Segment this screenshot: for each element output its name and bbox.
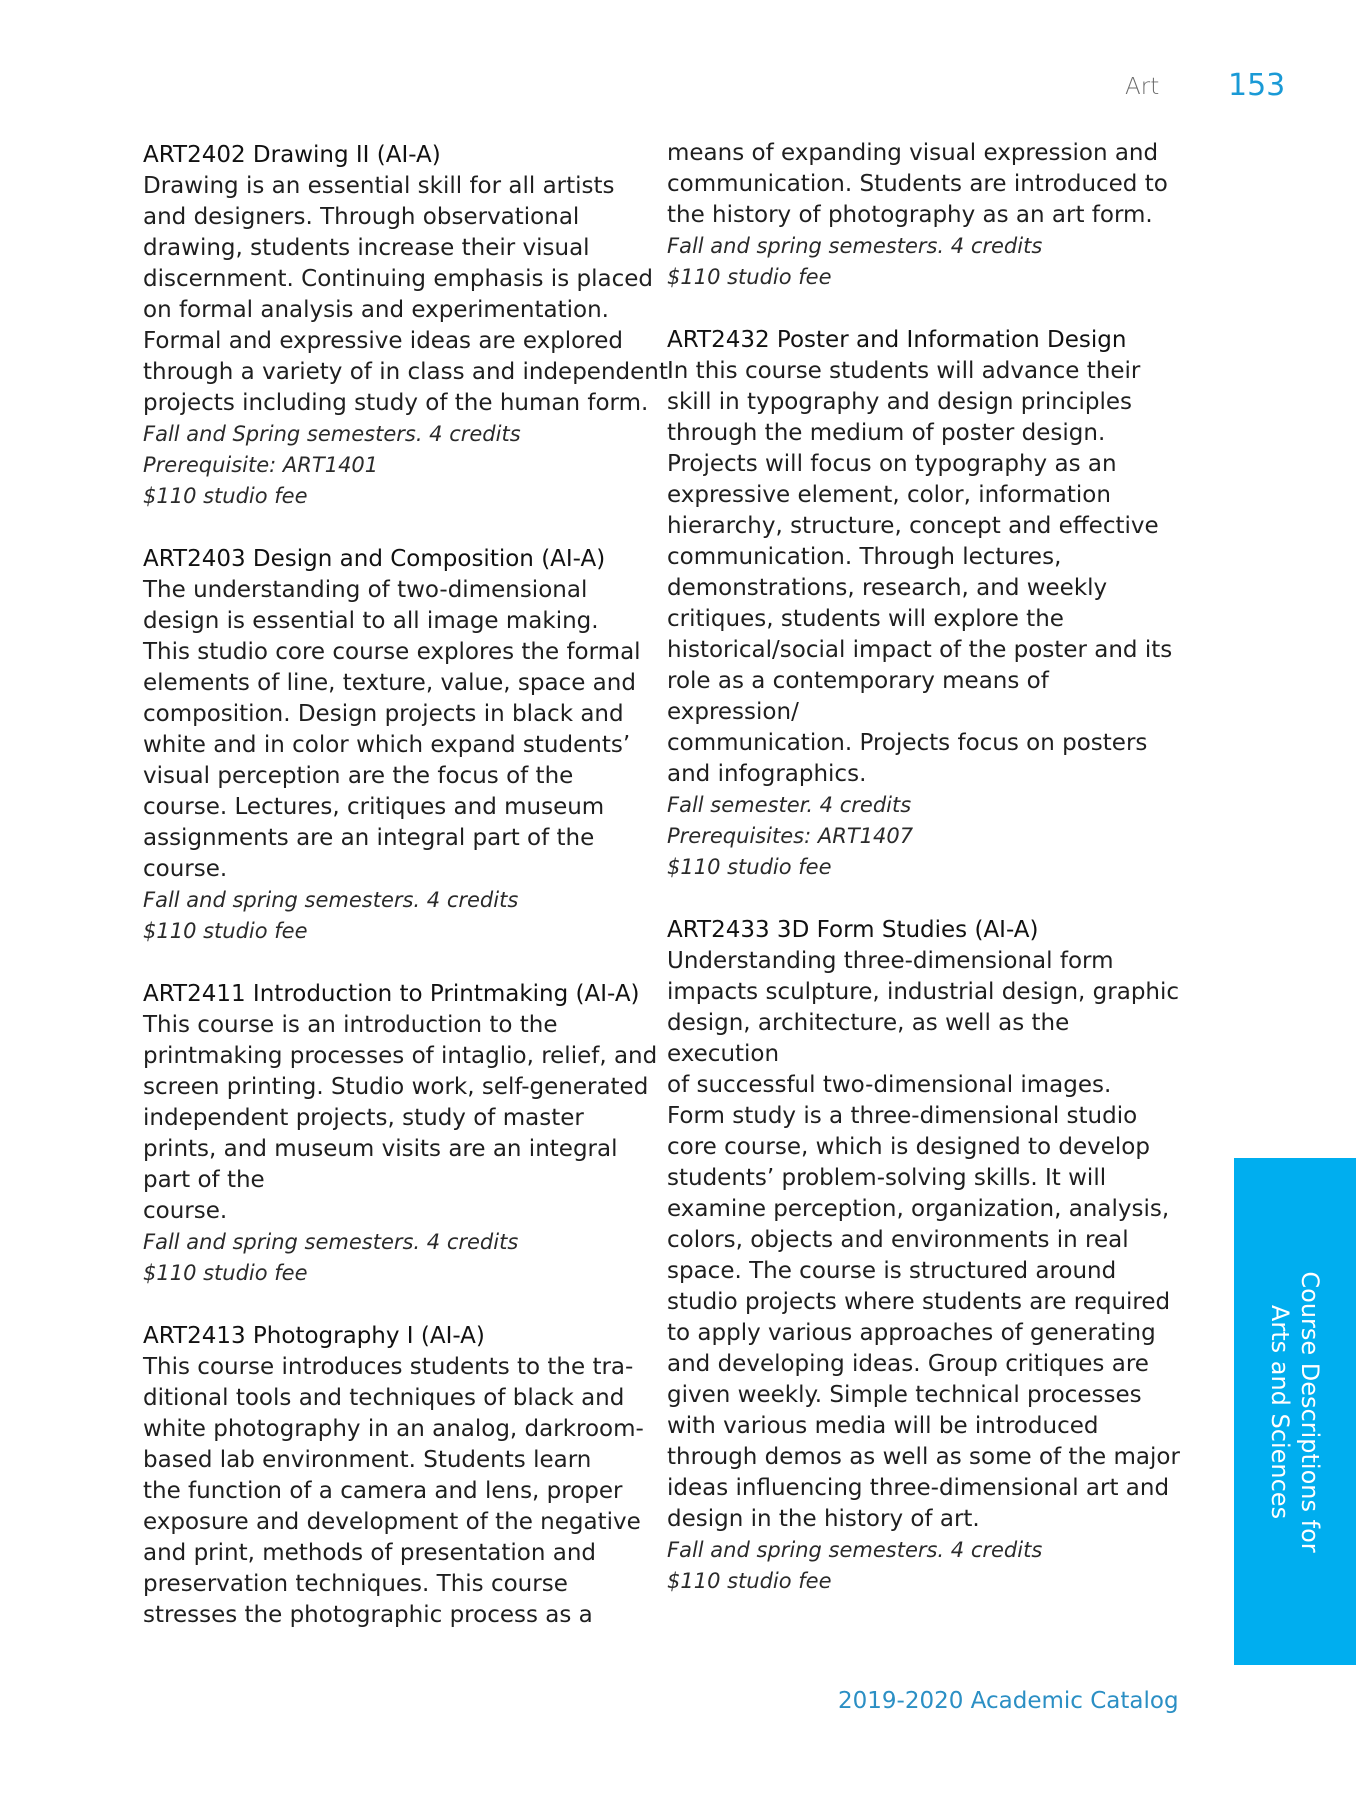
left-column xyxy=(143,140,673,1663)
course-description: The understanding of two-dimensional design is essential to all image making. This studio core course explores the formal elements of line, texture, value, space and composition. Design projects in black and white and in color which expand students’ visual perception are the focus of the course. Lectures, critiques and museum assignments are an integral part of the course. xyxy=(143,577,641,882)
course-semesters: Fall and spring semesters. 4 credits xyxy=(667,1538,1043,1562)
course-description: Understanding three-dimensional form impacts sculpture, industrial design, graphic design, architecture, as well as the execution of successful two-dimensional images. Form study is a three-dimensional studio core course, which is designed to develop students’ problem-solving skills. It will examine perception, organization, analysis, colors, objects and environments in real space. The course is structured around studio projects where students are required to apply various approaches of generating and developing ideas. Group critiques are given weekly. Simple technical processes with various media will be introduced through demos as well as some of the major ideas influencing three-dimensional art and design in the history of art. xyxy=(667,948,1180,1532)
course-semesters: Fall and spring semesters. 4 credits xyxy=(143,1230,519,1254)
course-entry xyxy=(143,1321,673,1631)
course-semesters: Fall and Spring semesters. 4 credits xyxy=(143,422,521,446)
course-prerequisite: Prerequisite: ART1401 xyxy=(143,453,379,477)
course-title: ART2413 Photography I (AI-A) xyxy=(143,1323,485,1349)
course-title: ART2402 Drawing II (AI-A) xyxy=(143,142,441,168)
section-side-tab xyxy=(1234,1158,1356,1665)
course-description: In this course students will advance their skill in typography and design principles through the medium of poster design. Projects will focus on typography as an expressive element, color, information hierarchy, structure, concept and effective communication. Through lectures, demonstrations, research, and weekly critiques, students will explore the historical/social impact of the poster and its role as a contemporary means of expression/ communication. Projects focus on posters and infographics. xyxy=(667,358,1173,787)
course-fee: $110 studio fee xyxy=(143,484,308,508)
course-fee: $110 studio fee xyxy=(667,1569,832,1593)
course-title: ART2403 Design and Composition (AI-A) xyxy=(143,546,606,572)
course-entry xyxy=(667,915,1187,1597)
course-entry xyxy=(143,140,673,512)
course-description: This course introduces students to the tra- ditional tools and techniques of black and white photography in an analog, darkroom- based lab environment. Students learn the function of a camera and lens, proper exposure and development of the negative and print, methods of presentation and preservation techniques. This course stresses the photographic process as a xyxy=(143,1354,644,1628)
course-title: ART2411 Introduction to Printmaking (AI-A) xyxy=(143,981,640,1007)
course-fee: $110 studio fee xyxy=(143,919,308,943)
course-title: ART2432 Poster and Information Design xyxy=(667,327,1127,353)
page-number: 153 xyxy=(1228,68,1286,103)
course-prerequisite: Prerequisites: ART1407 xyxy=(667,824,914,848)
course-semesters: Fall and spring semesters. 4 credits xyxy=(143,888,519,912)
course-entry xyxy=(143,544,673,947)
course-fee: $110 studio fee xyxy=(667,265,832,289)
course-description: Drawing is an essential skill for all artists and designers. Through observational drawing, students increase their visual discernment. Continuing emphasis is placed on formal analysis and experimentation. Formal and expressive ideas are explored through a variety of in class and independent projects including study of the human form. xyxy=(143,173,668,416)
course-semesters: Fall and spring semesters. 4 credits xyxy=(667,234,1043,258)
right-column xyxy=(667,140,1187,1629)
section-name: Art xyxy=(1125,74,1160,100)
course-fee: $110 studio fee xyxy=(667,855,832,879)
course-semesters: Fall semester. 4 credits xyxy=(667,793,912,817)
course-description: means of expanding visual expression and communication. Students are introduced to the history of photography as an art form. xyxy=(667,140,1168,228)
course-entry xyxy=(143,979,673,1289)
course-description: This course is an introduction to the printmaking processes of intaglio, relief, and screen printing. Studio work, self-generated independent projects, study of master prints, and museum visits are an integral part of the course. xyxy=(143,1012,658,1224)
catalog-footer: 2019-2020 Academic Catalog xyxy=(838,1688,1179,1714)
course-title: ART2433 3D Form Studies (AI-A) xyxy=(667,917,1039,943)
course-entry-continued xyxy=(667,138,1187,293)
side-tab-label: Course Descriptions for Arts and Sciences xyxy=(1266,1270,1324,1553)
course-entry xyxy=(667,325,1187,883)
course-fee: $110 studio fee xyxy=(143,1261,308,1285)
